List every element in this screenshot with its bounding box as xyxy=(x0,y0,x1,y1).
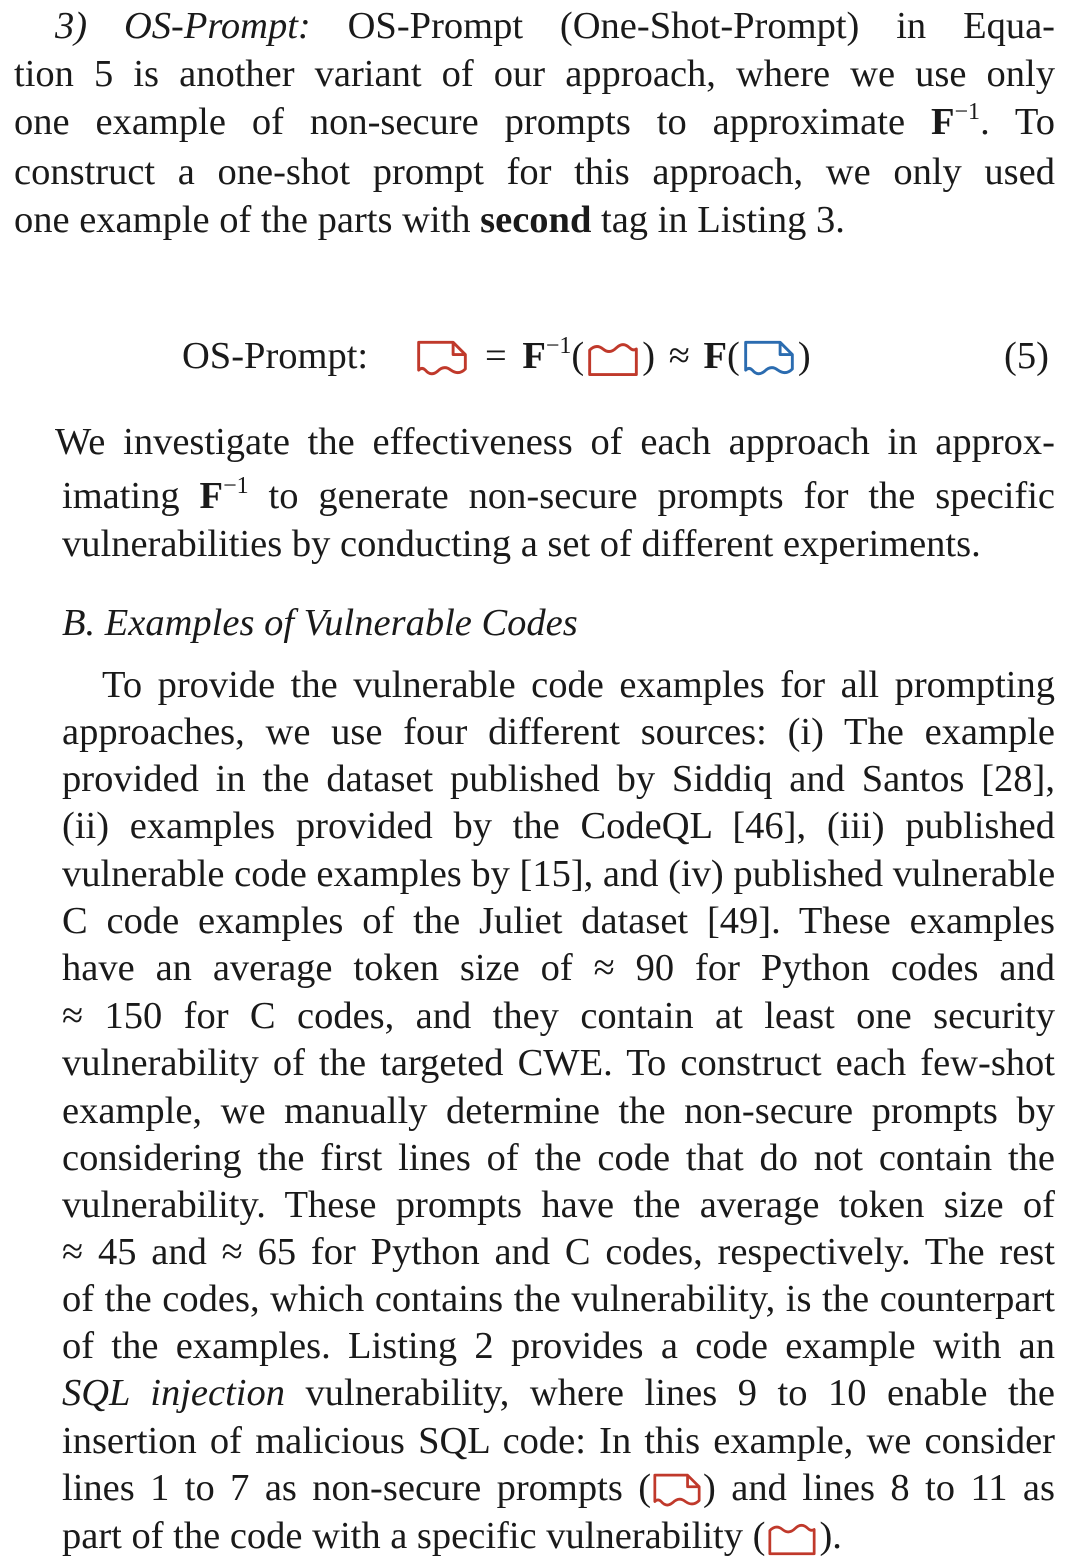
para3-line10: example, we manually determine the non-secure prompts by xyxy=(62,1090,1055,1132)
para3-line12: vulnerability. These prompts have the average token size of xyxy=(62,1184,1055,1226)
para1-line2: tion 5 is another variant of our approach, where we use only xyxy=(14,53,1055,95)
para3-line6: C code examples of the Juliet dataset [49]. These examples xyxy=(62,900,1055,942)
equation-number: (5) xyxy=(1004,335,1049,377)
sql-injection-term: SQL injection xyxy=(62,1372,286,1414)
non-secure-prompt-icon xyxy=(415,339,469,379)
para2-line3: vulnerabilities by conducting a set of different experiments. xyxy=(62,523,981,565)
para3-line1: To provide the vulnerable code examples for all prompting xyxy=(102,664,1055,706)
para3-line4: (ii) examples provided by the CodeQL [46], (iii) published xyxy=(62,805,1055,847)
para2-line2: imating $F^{-1}$ to generate non-secure prompts for the specific xyxy=(62,473,1055,517)
vulnerable-code-icon xyxy=(584,339,642,379)
para3-line3: provided in the dataset published by Siddiq and Santos [28], xyxy=(62,758,1055,800)
para3-line8: ≈ 150 for C codes, and they contain at least one security xyxy=(62,995,1055,1037)
equation-5: OS-Prompt: = $F^{-1}$( ) ≈ F( ) xyxy=(182,334,811,379)
equation-label: OS-Prompt: xyxy=(182,335,369,377)
para3-line17: insertion of malicious SQL code: In this example, we consider xyxy=(62,1420,1055,1462)
vulnerable-code-icon xyxy=(765,1520,819,1558)
inverse-function-symbol: F xyxy=(522,335,546,377)
para3-line2: approaches, we use four different sources: (i) The example xyxy=(62,711,1055,753)
para3-line19: part of the code with a specific vulnerability ( ). xyxy=(62,1515,842,1557)
para3-line9: vulnerability of the targeted CWE. To construct each few-shot xyxy=(62,1042,1055,1084)
para3-line5: vulnerable code examples by [15], and (iv) published vulnerable xyxy=(62,853,1056,895)
approx-sign: ≈ xyxy=(668,335,690,377)
function-symbol: F xyxy=(703,335,727,377)
para3-line14: of the codes, which contains the vulnerability, is the counterpart xyxy=(62,1278,1055,1320)
para3-line7: have an average token size of ≈ 90 for Python codes and xyxy=(62,947,1055,989)
para3-line13: ≈ 45 and ≈ 65 for Python and C codes, respectively. The rest xyxy=(62,1231,1055,1273)
para1-line5: one example of the parts with second tag in Listing 3. xyxy=(14,199,845,241)
para3-line18: lines 1 to 7 as non-secure prompts ( ) and lines 8 to 11 as xyxy=(62,1467,1055,1509)
non-secure-prompt-icon xyxy=(651,1472,703,1510)
equals-sign: = xyxy=(484,335,507,377)
para3-line15: of the examples. Listing 2 provides a code example with an xyxy=(62,1325,1055,1367)
subsection-lead: 3) OS-Prompt: xyxy=(55,5,311,47)
secure-prompt-icon xyxy=(740,339,798,379)
section-heading: B. Examples of Vulnerable Codes xyxy=(62,602,578,644)
para1-line1: 3) OS-Prompt: OS-Prompt (One-Shot-Prompt) in Equa- xyxy=(55,5,1055,47)
para3-line11: considering the first lines of the code that do not contain the xyxy=(62,1137,1055,1179)
para1-line4: construct a one-shot prompt for this approach, we only used xyxy=(14,151,1055,193)
para3-line16: SQL injection vulnerability, where lines 9 to 10 enable the xyxy=(62,1372,1056,1414)
para1-line3: one example of non-secure prompts to approximate $F^{-1}$. To xyxy=(14,99,1055,143)
para2-line1: We investigate the effectiveness of each approach in approx- xyxy=(55,421,1055,463)
